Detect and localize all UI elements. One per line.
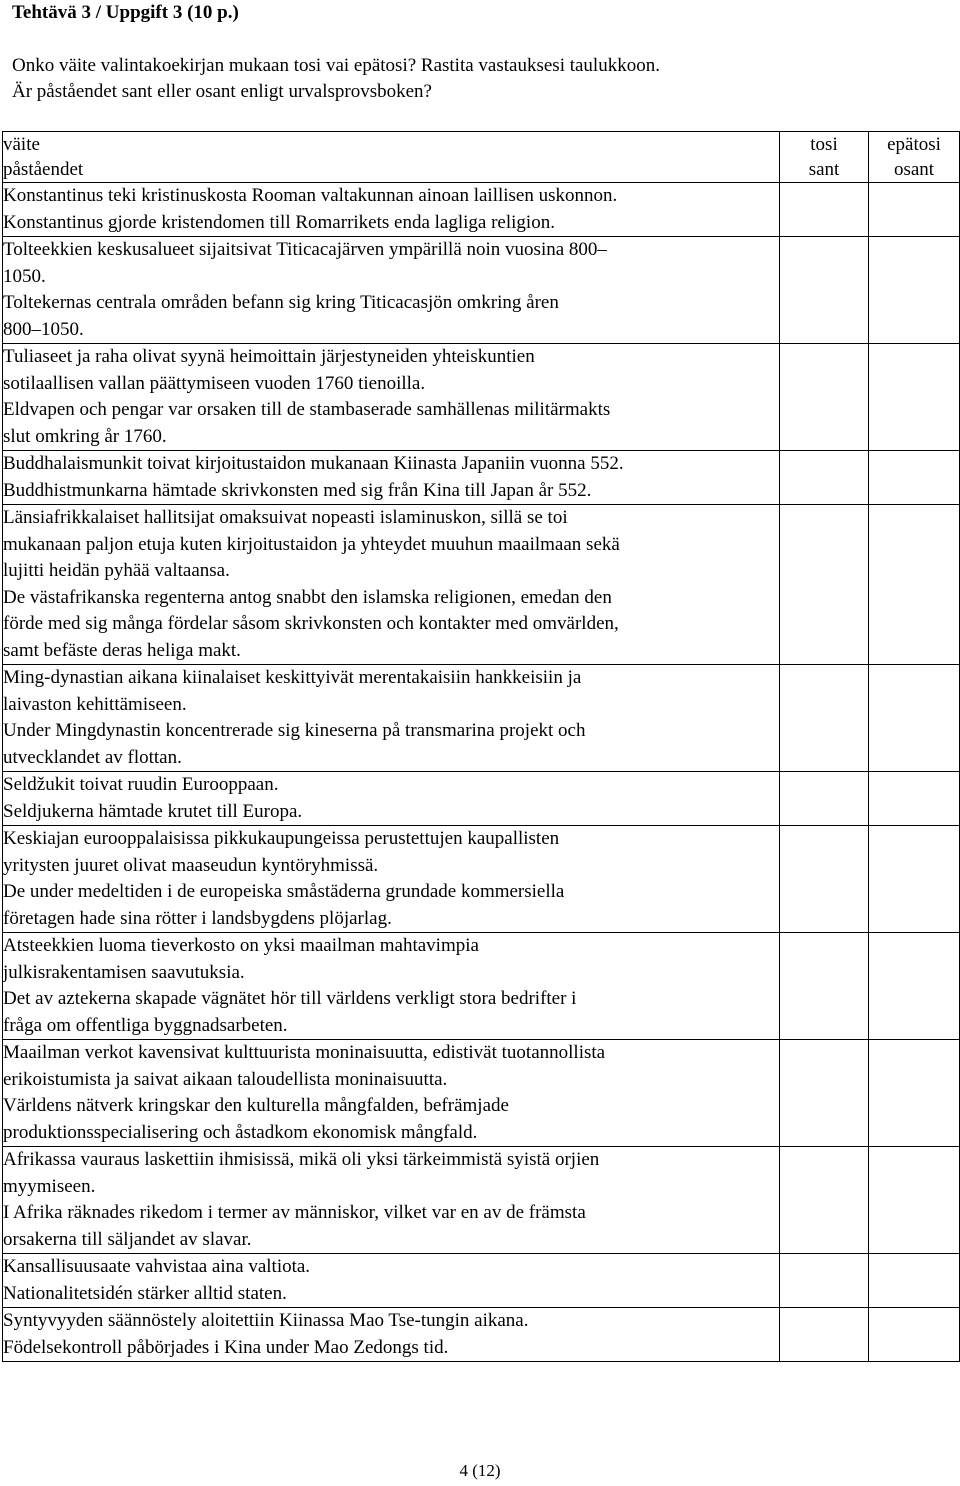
answer-false-cell[interactable]	[869, 344, 960, 451]
statement-line-fi: Maailman verkot kavensivat kulttuurista moninaisuutta, edistivät tuotannollista	[3, 1042, 606, 1063]
statement-line-fi: Atsteekkien luoma tieverkosto on yksi maailman mahtavimpia	[3, 935, 479, 956]
statement-line-sv: Nationalitetsidén stärker alltid staten.	[3, 1282, 287, 1304]
statement-row	[3, 772, 960, 826]
statement-line-fi: Konstantinus teki kristinuskosta Rooman valtakunnan ainoan laillisen uskonnon.	[3, 185, 618, 206]
answer-true-cell[interactable]	[780, 1147, 869, 1254]
statement-line-sv: slut omkring år 1760.	[3, 425, 167, 447]
statement-line-fi: Buddhalaismunkit toivat kirjoitustaidon mukanaan Kiinasta Japaniin vuonna 552.	[3, 453, 624, 474]
instructions-fi: Onko väite valintakoekirjan mukaan tosi vai epätosi? Rastita vastauksesi taulukkoon.	[12, 55, 660, 76]
header-true	[780, 132, 869, 183]
answer-true-cell[interactable]	[780, 1254, 869, 1308]
statement-line-sv: Eldvapen och pengar var orsaken till de stambaserade samhällenas militärmakts	[3, 399, 611, 420]
statement-row	[3, 451, 960, 505]
statement-text	[3, 772, 780, 826]
answer-true-cell[interactable]	[780, 772, 869, 826]
statement-line-sv: Födelsekontroll påbörjades i Kina under Mao Zedongs tid.	[3, 1336, 449, 1358]
statement-row	[3, 237, 960, 344]
statement-line-fi: Kansallisuusaate vahvistaa aina valtiota.	[3, 1256, 311, 1277]
statement-text	[3, 1147, 780, 1254]
statement-line-fi: Syntyvyyden säännöstely aloitettiin Kiinassa Mao Tse-tungin aikana.	[3, 1310, 529, 1331]
answer-true-cell[interactable]	[780, 505, 869, 665]
answer-true-cell[interactable]	[780, 1040, 869, 1147]
statement-row	[3, 826, 960, 933]
answer-false-cell[interactable]	[869, 772, 960, 826]
header-statement-fi: väite	[3, 134, 40, 155]
answer-false-cell[interactable]	[869, 1040, 960, 1147]
statement-line-fi: erikoistumista ja saivat aikaan taloudellista moninaisuutta.	[3, 1068, 448, 1090]
header-false-sv: osant	[893, 159, 935, 180]
statement-line-sv: förde med sig många fördelar såsom skrivkonsten och kontakter med omvärlden,	[3, 613, 619, 634]
answer-true-cell[interactable]	[780, 826, 869, 933]
statement-line-fi: julkisrakentamisen saavutuksia.	[3, 961, 245, 983]
statement-text	[3, 1308, 780, 1362]
statement-text	[3, 505, 780, 665]
statement-line-sv: I Afrika räknades rikedom i termer av människor, vilket var en av de främsta	[3, 1202, 586, 1223]
statement-line-sv: De under medeltiden i de europeiska småstäderna grundade kommersiella	[3, 881, 565, 902]
statement-line-fi: 1050.	[3, 265, 46, 287]
answer-true-cell[interactable]	[780, 1308, 869, 1362]
statement-line-sv: produktionsspecialisering och åstadkom ekonomisk mångfald.	[3, 1121, 478, 1143]
statement-line-fi: Tolteekkien keskusalueet sijaitsivat Titicacajärven ympärillä noin vuosina 800–	[3, 239, 607, 260]
statement-line-sv: Toltekernas centrala områden befann sig kring Titicacasjön omkring åren	[3, 292, 559, 313]
answer-table	[2, 131, 960, 1362]
statement-line-sv: företagen hade sina rötter i landsbygdens plöjarlag.	[3, 907, 392, 929]
statement-line-fi: Afrikassa vauraus laskettiin ihmisissä, mikä oli yksi tärkeimmistä syistä orjien	[3, 1149, 600, 1170]
answer-false-cell[interactable]	[869, 1147, 960, 1254]
statement-text	[3, 665, 780, 772]
statement-line-fi: yritysten juuret olivat maaseudun kyntöryhmissä.	[3, 854, 379, 876]
answer-false-cell[interactable]	[869, 1254, 960, 1308]
header-false	[869, 132, 960, 183]
table-header-row	[3, 132, 960, 183]
statement-row	[3, 344, 960, 451]
statement-row	[3, 505, 960, 665]
statement-row	[3, 1147, 960, 1254]
statement-row	[3, 1040, 960, 1147]
answer-true-cell[interactable]	[780, 183, 869, 237]
answer-false-cell[interactable]	[869, 237, 960, 344]
header-true-sv: sant	[808, 159, 840, 180]
statement-line-fi: Länsiafrikkalaiset hallitsijat omaksuivat nopeasti islaminuskon, sillä se toi	[3, 507, 568, 528]
statement-line-sv: 800–1050.	[3, 318, 84, 340]
statement-line-sv: Det av aztekerna skapade vägnätet hör till världens verkligt stora bedrifter i	[3, 988, 577, 1009]
statement-row	[3, 933, 960, 1040]
answer-true-cell[interactable]	[780, 344, 869, 451]
statement-line-sv: Under Mingdynastin koncentrerade sig kineserna på transmarina projekt och	[3, 720, 586, 741]
instructions	[12, 53, 660, 105]
statement-line-fi: Tuliaseet ja raha olivat syynä heimoittain järjestyneiden yhteiskuntien	[3, 346, 535, 367]
statement-row	[3, 1308, 960, 1362]
answer-true-cell[interactable]	[780, 665, 869, 772]
statement-line-sv: fråga om offentliga byggnadsarbeten.	[3, 1014, 288, 1036]
statement-row	[3, 183, 960, 237]
answer-false-cell[interactable]	[869, 451, 960, 505]
statement-text	[3, 933, 780, 1040]
statement-text	[3, 344, 780, 451]
statement-line-fi: Keskiajan eurooppalaisissa pikkukaupungeissa perustettujen kaupallisten	[3, 828, 560, 849]
statement-text	[3, 826, 780, 933]
answer-true-cell[interactable]	[780, 933, 869, 1040]
statement-line-fi: laivaston kehittämiseen.	[3, 693, 187, 715]
statement-line-sv: Världens nätverk kringskar den kulturella mångfalden, befrämjade	[3, 1095, 509, 1116]
statement-line-fi: mukanaan paljon etuja kuten kirjoitustaidon ja yhteydet muuhun maailmaan sekä	[3, 533, 620, 555]
statement-line-fi: myymiseen.	[3, 1175, 96, 1197]
statement-line-fi: sotilaallisen vallan päättymiseen vuoden 1760 tienoilla.	[3, 372, 426, 394]
answer-false-cell[interactable]	[869, 933, 960, 1040]
header-statement	[3, 132, 780, 183]
statement-line-sv: Seldjukerna hämtade krutet till Europa.	[3, 800, 303, 822]
statement-text	[3, 1040, 780, 1147]
statement-line-sv: orsakerna till säljandet av slavar.	[3, 1228, 252, 1250]
answer-true-cell[interactable]	[780, 237, 869, 344]
answer-false-cell[interactable]	[869, 826, 960, 933]
page-heading: Tehtävä 3 / Uppgift 3 (10 p.)	[12, 2, 239, 23]
statement-line-sv: Buddhistmunkarna hämtade skrivkonsten med sig från Kina till Japan år 552.	[3, 479, 592, 501]
statement-row	[3, 665, 960, 772]
statement-text	[3, 1254, 780, 1308]
header-true-fi: tosi	[810, 134, 838, 155]
statement-line-fi: lujitti heidän pyhää valtaansa.	[3, 560, 230, 581]
statement-row	[3, 1254, 960, 1308]
statement-text	[3, 183, 780, 237]
statement-text	[3, 451, 780, 505]
instructions-sv: Är påståendet sant eller osant enligt urvalsprovsboken?	[12, 81, 432, 102]
answer-false-cell[interactable]	[869, 1308, 960, 1362]
header-false-fi: epätosi	[887, 134, 941, 155]
answer-true-cell[interactable]	[780, 451, 869, 505]
header-statement-sv: påståendet	[3, 159, 84, 180]
page-number: 4 (12)	[459, 1461, 501, 1480]
statement-text	[3, 237, 780, 344]
statement-line-fi: Ming-dynastian aikana kiinalaiset keskittyivät merentakaisiin hankkeisiin ja	[3, 667, 582, 688]
answer-false-cell[interactable]	[869, 505, 960, 665]
statement-line-sv: utvecklandet av flottan.	[3, 746, 182, 768]
statement-line-sv: Konstantinus gjorde kristendomen till Romarrikets enda lagliga religion.	[3, 211, 555, 233]
statement-line-fi: Seldžukit toivat ruudin Eurooppaan.	[3, 774, 279, 795]
answer-false-cell[interactable]	[869, 665, 960, 772]
statement-line-sv: samt befäste deras heliga makt.	[3, 639, 241, 661]
statement-line-sv: De västafrikanska regenterna antog snabbt den islamska religionen, emedan den	[3, 586, 612, 608]
answer-false-cell[interactable]	[869, 183, 960, 237]
